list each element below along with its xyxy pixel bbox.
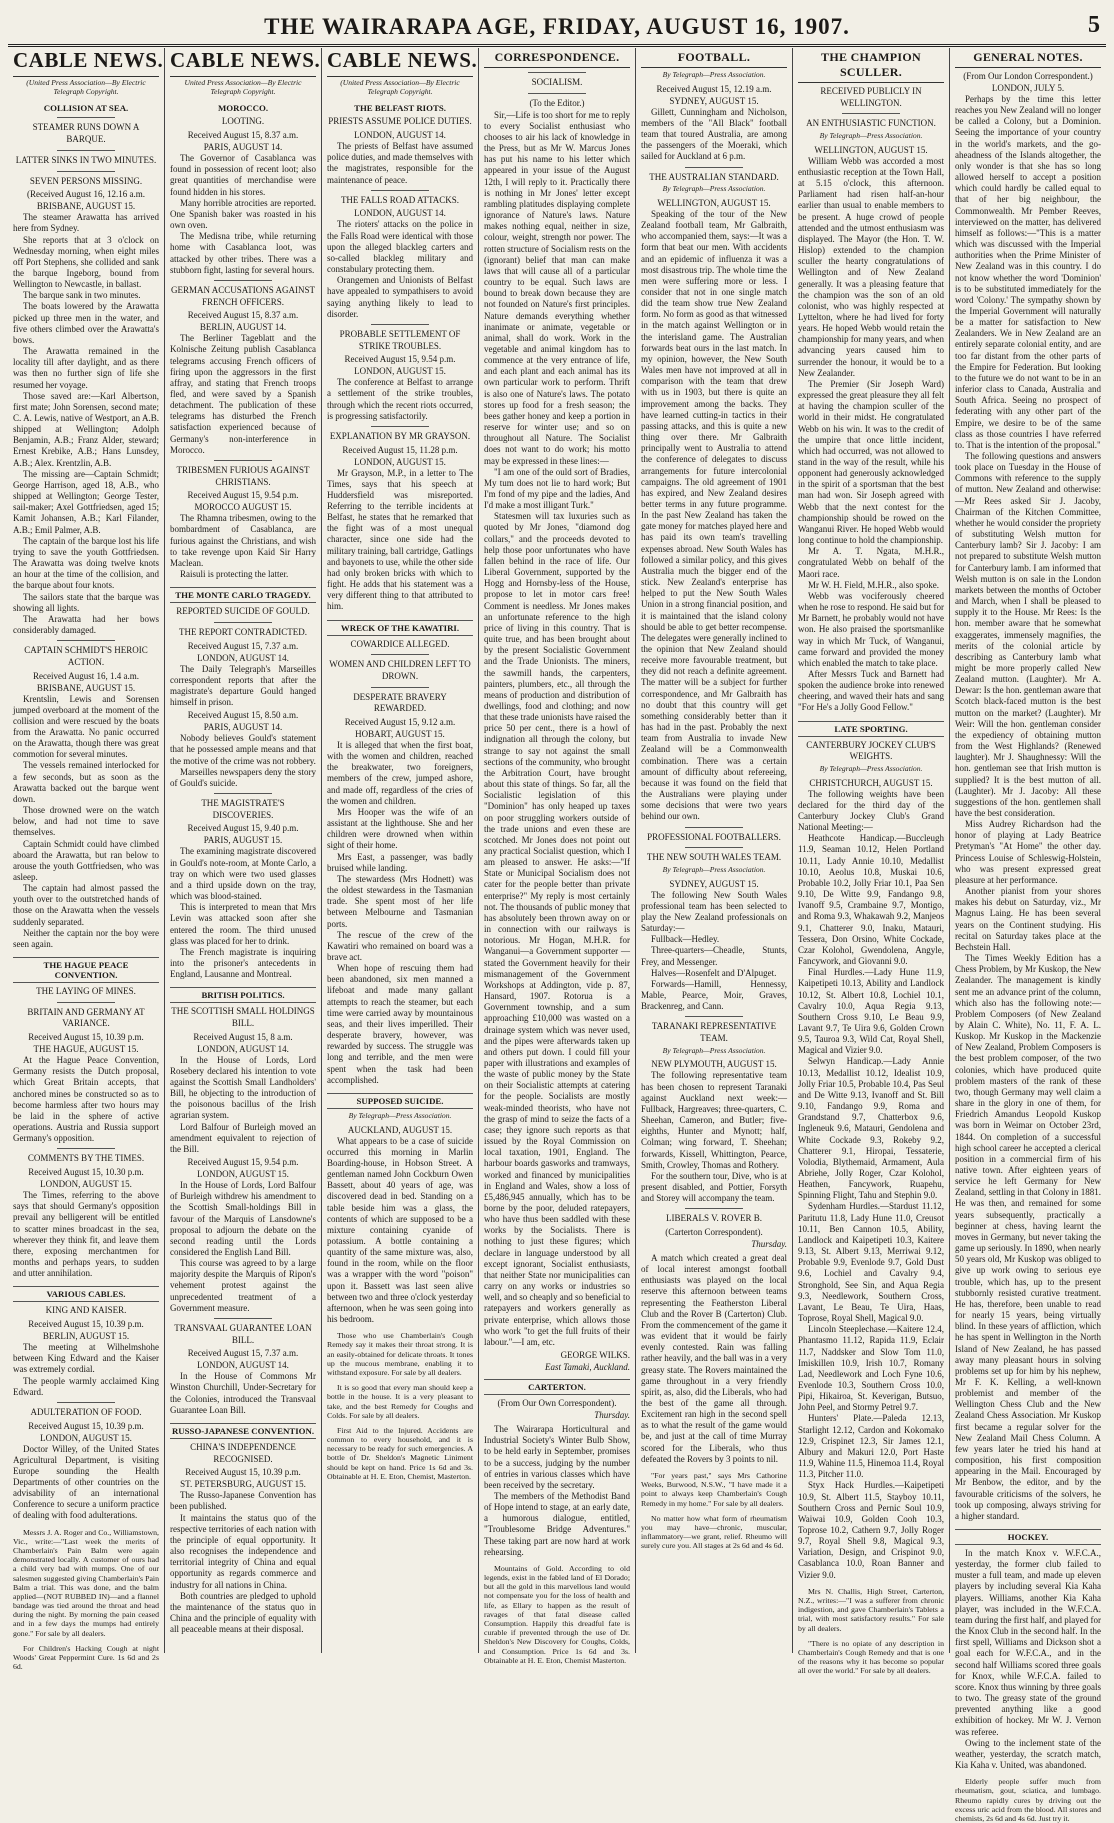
subheading: LATTER SINKS IN TWO MINUTES. (15, 154, 157, 165)
paragraph: The members of the Methodist Band of Hope intend to stage, at an early date, a humorous dialogue, entitled, "Troublesome Bridge Adventures." These taking part are now hard at work rehearsing. (484, 1490, 630, 1557)
paragraph: Lord Balfour of Burleigh moved an amendment equivalent to rejection of the Bill. (170, 1121, 316, 1154)
dateline: Received August 15, 9.54 p.m. (187, 1157, 299, 1168)
subheading: TARANAKI REPRESENTATIVE TEAM. (651, 1021, 777, 1043)
paragraph: The Wairarapa Horticultural and Industrial Society's Winter Bulb Show, to be held early in September, promises to be a success, judging by the number of entries in various classes which have been received by the secretary. (484, 1424, 630, 1490)
credit-line: (United Press Association—By Electric Telegraph Copyright. (26, 78, 146, 96)
section-headline: WRECK OF THE KAWATIRI. (327, 620, 473, 636)
section-headline: LATE SPORTING. (798, 721, 944, 737)
paragraph: Another pianist from your shores makes his debut on Saturday, viz., Mr Magnus Laing. He has been several years on the Continent studying. His recital on Saturday takes place at the Bechstein Hall. (955, 886, 1101, 952)
subheading: THE NEW SOUTH WALES TEAM. (646, 852, 782, 863)
divider (57, 150, 115, 151)
paragraph: Those saved are:—Karl Albertson, first mate; John Sorensen, second mate; C. A. Lewis, native of Westport, an A.B. shipped at Wellington; Adolph Benjamin, A.B.; Franz Alder, steward; Ernest Krebike, A.B.; Hans Lunsdey, A.B.; Alex. Krentzlin, A.B. (13, 390, 159, 468)
column-heading: CABLE NEWS. (13, 48, 159, 77)
placeline: ST. PETERSBURG, AUGUST 15. (180, 1479, 306, 1490)
paragraph: The people warmly acclaimed King Edward. (13, 1375, 159, 1397)
paragraph: The captain of the barque lost his life trying to save the youth Gottfriedsen. The Arawatta was doing twelve knots an hour at the time of the collision, and the barque about four knots. (13, 535, 159, 591)
dateline: Received August 15, 10.39 p.m. (185, 1467, 301, 1478)
paragraph: The Medisna tribe, while returning home with Casablanca loot, was attacked by other tribes. There was a stubborn fight, lasting for several hours. (170, 231, 316, 275)
paragraph: Miss Audrey Richardson had the honor of playing at Lady Beatrice Pretyman's "At Home" the other day. Princess Louise of Schleswig-Holstein, who was present expressed great pleasure at her performance. (955, 819, 1101, 885)
paragraph: The following New South Wales professional team has been selected to play the New Zealand professionals on Saturday:— (641, 889, 787, 934)
divider (57, 117, 115, 118)
paragraph: The Premier (Sir Joseph Ward) expressed the great pleasure they all felt at having the champion sculler of the world in their midst. He congratulated Webb on his win. It was to the credit of the umpire that once little incident, which had occurred, was not allowed to stand in the way of the result, while his opponent had generously acknowledged in the spirit of a sportsman that the best man had won. Sir Joseph agreed with Webb that the next contest for the championship should be rowed on the Wanganui River. He hoped Webb would long continue to hold the championship. (798, 378, 944, 546)
subheading: CANTERBURY JOCKEY CLUB'S WEIGHTS. (806, 739, 936, 762)
column-heading: THE CHAMPION SCULLER. (798, 48, 944, 83)
advertisement: Mrs N. Challis, High Street, Carterton, N.Z., writes:—"I was a sufferer from chronic indigestion, and gave Chamberlain's Tablets a trial, with most satisfactory results." For sale by all dealers. (798, 1586, 944, 1633)
dateline: Received August 15, 8 a.m. (193, 1031, 293, 1042)
column-heading: CABLE NEWS. (327, 48, 473, 77)
subheading: KING AND KAISER. (45, 1305, 127, 1316)
paragraph: The Rhamna tribesmen, owing to the bombardment of Casablanca, are furious against the Christians, and wish to take revenge upon Kaid Sir Harry Maclean. (170, 513, 316, 568)
placeline: LONDON, AUGUST 14. (354, 208, 446, 219)
dateline: Received August 16, 1.4 a.m. (33, 670, 139, 681)
paragraph: The Arawatta remained in the locality till after daylight, and as there was then no further sign of life she resumed her voyage. (13, 346, 159, 390)
placeline: SYDNEY, AUGUST 15. (669, 95, 759, 106)
placeline: THE HAGUE, AUGUST 15. (33, 1044, 139, 1055)
column-4 (479, 48, 636, 1665)
credit-line: By Telegraph—Press Association. (819, 131, 923, 141)
paragraph: The captain had almost passed the youth over to the outstretched hands of those on the Arawatta when the vessels suddenly separated. (13, 883, 159, 927)
dateline: Received August 15, 12.19 a.m. (656, 83, 772, 94)
masthead-title: THE WAIRARAPA AGE, FRIDAY, AUGUST 16, 1907. (264, 14, 850, 39)
article-headline: THE BELFAST RIOTS. (354, 103, 446, 114)
advertisement: Mountains of Gold. According to old legends, exist in the fabled land of El Dorado; but all the gold in this marvellous land would not compensate you for the loss of health and life, as Ellary to happen as the result of ravages of that fatal disease called Consumption. Happily this dreadful fate is curable if prevented through the use of Dr. Sheldon's New Discovery for Coughs, Colds, and Consumption. Price 1s 6d and 3s. Obtainable at H. E. Eton, Chemist Masterton. (484, 1563, 630, 1665)
paragraph: It is alleged that when the first boat, with the women and children, reached the breakwater, two foreigners, members of the crew, jumped ashore, and made off, regardless of the cries of the women and children. (327, 740, 473, 806)
advertisement: It is so good that every man should keep a bottle in the house. It is a very pleasant to take, and the best Remedy for Coughs and Colds. For sale by all dealers. (327, 1383, 473, 1420)
dateline: Received August 15, 8.37 a.m. (187, 310, 299, 321)
paragraph: The Berliner Tageblatt and the Kolnische Zeitung publish Casablanca telegrams accusing French officers of firing upon the aggressors in the first affray, and stating that French troops fled, and were saved by a Spanish detachment. The publication of these telegrams has disturbed the French satisfaction experienced because of Germany's non-interference in Morocco. (170, 333, 316, 455)
paragraph: Perhaps by the time this letter reaches you New Zealand will no longer be called a Colony, but a Dominion. Seeing the importance of your country in the world's markets, and the go-aheadness of the Islands altogether, the only wonder is that she has so long allowed herself to accept a position which could hardly be called equal to that of her big neighbour, the Commonwealth. Mr Pember Reeves, interviewed on the matter, has delivered himself as follows:—"This is a matter which was discussed with the Imperial authorities when the Prime Minister of New Zealand was in this country. I do not know whether the word 'Dominion' is to be substituted immediately for the word 'Colony.' The sympathy shown by the Imperial Government will naturally be a matter for satisfaction to New Zealanders. We in New Zealand are an entirely separate colonial entity, and are too far distant from the other parts of the Empire for Federation. But looking to the future we do not want to be in an inferior class to Canada, Australia and South Africa. Seeing no prospect of federating with any other part of the Empire, we desire to be of the same class as those countries I have referred to. That is the intention of the proposal." (955, 94, 1101, 450)
dateline: Received August 15, 9.12 a.m. (344, 717, 456, 727)
placeline: PARIS, AUGUST 14. (203, 722, 283, 733)
paragraph: The Russo-Japanese Convention has been published. (170, 1490, 316, 1512)
placeline: CHRISTCHURCH, AUGUST 15. (809, 777, 933, 788)
paragraph: When hope of rescuing them had been abandoned, six men manned a lifeboat and made many gallant attempts to reach the steamer, but each time were carried away by mountainous seas, and their lives imperilled. Their desperate bravery, however, was rewarded by success. The struggle was long and terrible, and the men were spent when the task had been accomplished. (327, 963, 473, 1085)
verse: "I am one of the ould sort of Bradies, My tum does not lie to hard work; But I'm fond of my pipe and the ladies, And I'd make a most illigant Turk." (484, 466, 630, 511)
subheading: SOCIALISM. (531, 77, 583, 87)
placeline: HOBART, AUGUST 15. (355, 729, 445, 739)
paragraph: In the match Knox v. W.F.C.A., yesterday, the former club failed to muster a full team, and made up eleven players by including several Kia Kaha players. Williams, another Kia Kaha player, was included in the W.F.C.A. team during the first half, and played for the Knox Club in the second half. In the first spell, Williams and Dickson shot a goal each for W.F.C.A., and in the second half Williams scored three goals for Knox, while W.F.C.A. failed to score. Knox thus winning by three goals to two. The greasy state of the ground prevented anything like a good exhibition of hockey. Mr W. J. Vernon was referee. (955, 1548, 1101, 1737)
subheading: EXPLANATION BY MR GRAYSON. (329, 430, 471, 441)
paragraph: The rescue of the crew of the Kawatiri who remained on board was a brave act. (327, 929, 473, 962)
column-heading: FOOTBALL. (641, 48, 787, 68)
subheading: AN ENTHUSIASTIC FUNCTION. (806, 118, 936, 129)
divider (214, 793, 272, 794)
paragraph: Fullback—Hedley. (651, 934, 720, 945)
paragraph: The rioters' attacks on the police in the Falls Road were identical with those upon the alleged blackleg carters and so-called blackleg military and constabulary protecting them. (327, 219, 473, 275)
paragraph: Captain Schmidt could have climbed aboard the Arawatta, but ran below to arouse the youth Gottfriedsen, who was asleep. (13, 838, 159, 882)
paragraph: The examining magistrate discovered in Gould's note-room, at Monte Carlo, a tray on which were two used glasses and a third upside down on the tray, which was blood-stained. (170, 846, 316, 902)
dateline: Received August 15, 9.40 p.m. (187, 823, 299, 834)
column-5 (636, 48, 793, 1653)
paragraph: Owing to the inclement state of the weather, yesterday, the scratch match, Kia Kaha v. United, was abandoned. (955, 1737, 1101, 1770)
placeline: LONDON, AUGUST 15. (354, 366, 446, 377)
subheading: STEAMER RUNS DOWN A BARQUE. (32, 122, 140, 145)
section-headline: VARIOUS CABLES. (13, 1286, 159, 1302)
subheading: GERMAN ACCUSATIONS AGAINST FRENCH OFFICERS. (170, 284, 316, 307)
paragraph: It maintains the status quo of the respective territories of each nation with the principle of equal opportunity. It also recognises the independence and territorial integrity of China and equal opportunity as regards commerce and industry for all nations in China. (170, 1512, 316, 1590)
placeline: SYDNEY, AUGUST 15. (669, 878, 759, 889)
subheading: CAPTAIN SCHMIDT'S HEROIC ACTION. (24, 645, 148, 667)
credit-line: United Press Association—By Electric Telegraph Copyright. (184, 78, 302, 96)
columns (8, 48, 1106, 1823)
divider (57, 171, 115, 172)
dateline: Received August 15, 9.54 p.m. (187, 490, 299, 501)
correspondent-line: (Carterton Correspondent). (665, 1226, 763, 1237)
credit-line: By Telegraph—Press Association. (662, 184, 766, 194)
divider (214, 622, 272, 623)
subheading: BRITAIN AND GERMANY AT VARIANCE. (27, 1006, 145, 1029)
column-3 (322, 48, 479, 1653)
dateline: Received August 15, 11.28 p.m. (342, 444, 458, 455)
divider (214, 460, 272, 461)
paragraph: The Governor of Casablanca was found in possession of recent loot; also great quantities of merchandise were found hidden in his stores. (170, 153, 316, 197)
divider (214, 1318, 272, 1319)
paragraph: Styx Hack Hurdles.—Kaipetipeti 10.9, St. Albert 11.5, Stayboy 10.11, Southern Cross and Pernic Soul 10.9, Waiwai 10.9, Golden Cooh 10.3, Toprose 10.2, Cathern 9.7, Jolly Roger 9.7, Royal Shell 9.8, Magical 9.3, Variation, Design, and Crispinot 9.0, Casablanca 10.0, Roan Banner and Vizier 9.0. (798, 1480, 944, 1580)
signature: GEORGE WILKS. (560, 1350, 630, 1361)
paragraph: For the southern tour, Dive, who is at present disabled, and Pottier, Forsyth and Storey will accompany the team. (641, 1170, 787, 1204)
placeline: PARIS, AUGUST 15. (203, 835, 283, 846)
page-number: 5 (1088, 12, 1100, 38)
credit-line: By Telegraph—Press Association. (348, 1110, 452, 1120)
subheading: PROBABLE SETTLEMENT OF STRIKE TROUBLES. (339, 328, 461, 351)
paragraph: After Messrs Tuck and Barnett had spoken the audience broke into renewed cheering, and waved their hats and sang "For He's a Jolly Good Fellow." (798, 668, 944, 713)
subheading: COWARDICE ALLEGED. (350, 638, 450, 649)
paragraph: Forwards—Hamill, Hennessy, Mable, Pearce, Moir, Graves, Brackenreg, and Cann. (641, 978, 787, 1012)
paragraph: The missing are—Captain Schmidt; George Harrison, aged 18, A.B., who shipped at Wellington; George Tester, sail-maker; Axel Gottfriedsen, aged 15; Kamit Johansen, A.B.; Karl Filander, A.B.; Emil Palmer, A.B. (13, 468, 159, 535)
paragraph: In the House of Lords, Lord Rosebery declared his intention to vote against the Scottish Small Landholders' Bill, he objecting to the introduction of the poisonous bacillus of the Irish agrarian system. (170, 1054, 316, 1121)
paragraph: The following questions and answers took place on Tuesday in the House of Commons with reference to the supply of mutton. New Zealand and otherwise:—Mr Rees asked Sir J. Jacoby, Chairman of the Kitchen Committee, whether he would consider the propriety of substituting Welsh mutton for Canterbury lamb? Sir J. Jacoby: I am not prepared to substitute Welsh mutton for Canterbury lamb. I am informed that Welsh mutton is on sale in the London markets between the months of October and March, when I shall be pleased to supply it to the House. Mr Rees: Is the hon. member aware that he somewhat exaggerates, immensely magnifies, the merits of the colonial article by describing as Canterbury lamb what might be more properly called New Zealand mutton. (Laughter). Mr A. Dewar: Is the hon. gentleman aware that Scotch black-faced mutton is the best mutton on the market? (Laughter). Mr Weir: Will the hon. gentleman consider the expediency of obtaining mutton from the West Highlands? (Renewed laughter). Mr J. Shaughnessy: Will the hon. gentleman see that Irish mutton is supplied? It is the best mutton of all. (Laughter). Mr J. Jacoby: All these suggestions of the hon. gentlemen shall have the best consideration. (955, 451, 1101, 818)
divider (685, 1208, 743, 1209)
paragraph: Statesmen will tax luxuries such as quoted by Mr Jones, "diamond dog collars," and the proceeds devoted to help those poor unfortunates who have fallen behind in the race of life. Our Liberal Government, supported by the Hogg and Hornsby-less of the House, propose to let in motor cars free! Comment is needless. Mr Jones makes an unfortunate reference to the high price of living in this country. That is quite true, and has been brought about by the present Socialistic Government and the Trade Unionists. The miners, the sawmill hands, the carpenters, painters, plumbers, etc., all through the means of production and distribution of dwellings, food and clothing; and now that these trade unionists have raised the price 50 per cent., there is a howl of indignation all through the colony, but strange to say not against the small sections of the community, who brought the Arbitration Court, have brought about this state of things. So far, all the Socialistic legislation of this "Dominion" has only heaped up taxes on poor struggling workers outside of the trade unions and even these are scotched. Mr Jones does not point out any practical Socialist question, which I am pleased to answer. He asks:—"If State or Municipal Socialism does not cater for the people better than private enterprise?" My reply is most certainly not. The thousands of public money that has absolutely been thrown away on or in connection with our railways is notorious. Mr Hogan, M.H.R. for Wanganui—a Government supporter —stated the Government heavily for their mismanagement of the Government Workshops at Addington, vide p. 87, Hansard, 1907. Rotorua is a Government township, and a sum approaching £10,000 was wasted on a drainage system which was never used, and the pipes were afterwards taken up and others put down. I could fill your paper with illustrations and examples of the waste of public money by the State on their Socialistic attempts at catering for the people. Socialists are mostly weak-minded theorists, who have not the grasp of mind to seize the facts of a case; they ignore such reports as that issued by the Royal Commission on local taxation, 1901, England. The harbour boards gasworks and tramways, worked and financed by municipalities in England and Wales, show a loss of £5,486,945 annually, which has to be borne by the poor, deluded ratepayers, who have thus been saddled with these works by the Socialists. There is nothing to just these figures; which declare in language understood by all except ignorant, Socialist enthusiasts, that neither State nor municipalities can carry on any works or industries so well, and so cheaply and so beneficial to ratepayers and workers generally as private enterprise, which allows those who work "to get the full fruits of their labour."—I am, etc. (484, 511, 630, 1347)
paragraph: This is interpreted to mean that Mrs Levin was attacked soon after she entered the room. The third unused glass was placed for her to drink. (170, 902, 316, 946)
advertisement: "For years past," says Mrs Cathorine Weeks, Burwood, N.S.W., "I have made it a point to always keep Chamberlain's Cough Remedy in my home." For sale by all dealers. (641, 1470, 787, 1508)
paragraph: The stewardess (Mrs Hodnett) was the oldest stewardess in the Tasmanian trade. She spent most of her life between Melbourne and Tasmanian ports. (327, 873, 473, 929)
placeline: LONDON, AUGUST 15. (197, 1169, 289, 1180)
divider (528, 72, 586, 73)
subheading: LOOTING. (221, 116, 265, 127)
credit-line: (United Press Association—By Electric Telegraph Copyright. (340, 78, 460, 96)
placeline: PARIS, AUGUST 14. (203, 142, 283, 153)
section-headline: CARTERTON. (484, 1379, 630, 1395)
paragraph: Many horrible atrocities are reported. One Spanish baker was roasted in his own oven. (170, 197, 316, 231)
day-line: Thursday. (594, 1410, 630, 1421)
section-headline: SUPPOSED SUICIDE. (327, 1093, 473, 1109)
placeline: LONDON, AUGUST 15. (40, 1432, 132, 1443)
paragraph: The Times, referring to the above says that should Germany's opposition prevail any belligerent will be entitled to scatter mines broadcast in the sea, wherever they think fit, and leave them there, exposing merchantmen for months and perhaps years, to sudden and utter annihilation. (13, 1190, 159, 1279)
paragraph: Those drowned were on the watch below, and had not time to save themselves. (13, 805, 159, 838)
divider (528, 93, 586, 94)
subheading: DESPERATE BRAVERY REWARDED. (353, 691, 447, 714)
paragraph: Mrs Hooper was the wife of an assistant at the lighthouse. She and her children were drowned when within sight of their home. (327, 806, 473, 851)
placeline: NEW PLYMOUTH, AUGUST 15. (651, 1059, 777, 1070)
advertisement: No matter how what form of rheumatism you may have—chronic, muscular, inflammatory—we grant, relief. Rheumo will surely cure you. All stages at 2s 6d and 4s 6d. (641, 1513, 787, 1551)
paragraph: The Arawatta had her bows considerably damaged. (13, 613, 159, 635)
section-headline: HOCKEY. (955, 1529, 1101, 1545)
credit-line: By Telegraph—Press Association. (819, 763, 923, 773)
paragraph: William Webb was accorded a most enthusiastic reception at the Town Hall, at 5.15 o'clock, this afternoon. Parliament had risen half-an-hour earlier than usual to enable members to be present. A huge crowd of people attended and the utmost enthusiasm was displayed. The Mayor (the Hon. T. W. Hislop) extended to the champion sculler the hearty congratulations of Wellington and of New Zealand generally. It was a pleasing feature that the champion was the son of an old colonist, who was highly respected at Lyttelton, where he had lived for forty years. He hoped Webb would retain the championship for many years, and when advancing years caused him to surrender the honour, it would be to a New Zealander. (798, 155, 944, 378)
dateline: Received August 15, 10.30 p.m. (28, 1167, 144, 1178)
advertisement: Messrs J. A. Roger and Co., Williamstown, Vic., write:—"Last week the merits of Chamberlain's Pain Balm were again demonstrated locally. A customer of ours had a child very bad with mumps. One of our salesmen suggested giving Chamberlain's Pain Balm a trial. This was done, and the balm applied—(NOT RUBBED IN)—and a flannel bandage was tied around the throat and head during the night. By morning the pain ceased and in a few days the mumps had entirely gone." For sale by all dealers. (13, 1527, 159, 1638)
paragraph: Mr A. T. Ngata, M.H.R., congratulated Webb on behalf of the Maori race. (798, 546, 944, 579)
paragraph: The following representative team has been chosen to represent Taranaki against Auckland next week:—Fullback, Hargreaves; three-quarters, C. Sheehan, Cameron, and Butler; five-eighths, Hunter and Mynott; half, Colman; wing forward, T. Sheehan; forwards, Kissell, Whittington, Pearce, Smith, Crowley, Thomas and Rothery. (641, 1070, 787, 1170)
paragraph: Heathcote Handicap.—Buccleugh 11.9, Seaman 10.12, Helen Portland 10.11, Lady Annie 10.10, Medallist 10.10, Aeolus 10.8, Muskai 10.6, Probable 10.2, Jolly Friar 10.1, Paa Sen 9.10, De Witte 9.9, Fandango 9.8, Ivanoff 9.5, Crambaine 9.7, Montigo, and Roma 9.3, Whakawah 9.2, Manjeos 9.1, Chatterer 9.0, Inaku, Matauri, Tessera, Don Orsino, White Cockade, Czar Kolohol, Gwendolena, Angyle, Fancywork, and Giovanni 9.0. (798, 833, 944, 967)
paragraph: Lincoln Steeplechase.—Kaitere 12.4, Phantasmo 11.12, Rapida 11.9, Eclair 11.7, Naddsker and Slow Tom 11.0, Imiskillen 10.9, Irish 10.7, Romany Lad, Needlework and Loch Fyne 10.6, Evenlode 10.3, Southern Cross 10.0, Pipi, Hikairoa, St. Keverigan, Butsuo, John Peel, and Stormy Petrel 9.7. (798, 1324, 944, 1413)
column-heading: GENERAL NOTES. (955, 48, 1101, 68)
dateline: Received August 15, 10.39 p.m. (28, 1319, 144, 1330)
paragraph: The vessels remained interlocked for a few seconds, but as soon as the Arawatta backed out the barque went down. (13, 760, 159, 804)
dateline: (Received August 16, 12.16 a.m. (27, 189, 145, 200)
credit-line: By Telegraph—Press Association. (662, 864, 766, 874)
placeline: MOROCCO AUGUST 15. (194, 502, 292, 513)
paragraph: Krentslin, Lewis and Sorensen jumped overboard at the moment of the collision and were rescued by the boats from the Arawatta. No panic occurred on the Arawatta, though there was great commotion for several minutes. (13, 693, 159, 760)
paragraph: The barque sank in two minutes. (23, 290, 141, 301)
signature-place: East Tamaki, Auckland. (545, 1362, 630, 1373)
article-headline: MOROCCO. (217, 103, 269, 114)
dateline: Received August 15, 9.54 p.m. (344, 354, 456, 365)
paragraph: Mr W. H. Field, M.H.R., also spoke. (808, 579, 940, 590)
correspondent-line: (From Our Own Correspondent). (497, 1398, 617, 1409)
placeline: LONDON, AUGUST 14. (354, 130, 446, 141)
divider (57, 1002, 115, 1003)
divider (57, 640, 115, 641)
placeline: LONDON, JULY 5. (991, 83, 1065, 93)
advertisement: Those who use Chamberlain's Cough Remedy say it makes their throat strong. It is an easily-obtained for delicate throats. It tones up the mucous membrane, enabling it to withstand exposure. For sale by all dealers. (327, 1331, 473, 1377)
paragraph: Mrs East, a passenger, was badly bruised while landing. (327, 851, 473, 873)
advertisement: Elderly people suffer much from rheumatism, gout, sciatica, and lumbago. Rheumo rapidly cures by driving out the excess uric acid from the blood. All stores and chemists, 2s 6d and 4s 6d. Just try it. (955, 1777, 1101, 1823)
subheading: COMMENTS BY THE TIMES. (27, 1153, 145, 1164)
dateline: Received August 15, 10.39 p.m. (28, 1032, 144, 1043)
day-line: Thursday. (751, 1238, 787, 1249)
paragraph: Raisuli is protecting the latter. (180, 569, 289, 580)
dateline: Received August 15, 7.37 a.m. (187, 1348, 299, 1359)
correspondent-line: (From Our London Correspondent.) (963, 71, 1093, 81)
placeline: LONDON, AUGUST 14. (197, 1043, 289, 1054)
paragraph: Speaking of the tour of the New Zealand football team, Mr Galbraith, who accompanied them, says:—It was a form that beat our men. With accidents and an epidemic of influenza it was a most disastrous trip. The whole time the men were suffering more or less. I consider that not in one single match did the team show true New Zealand form. No form as good as that witnessed in the match against Wellington or in the interisland game. The Australian forwards beat ours in the last match. In my opinion, however, the New South Wales men have not improved at all in comparison with the team that drew with us in 1903, but there is quite an improvement among the backs. They have learned cutting-in tactics in their passing attacks, and this is quite a new thing over there. Mr Galbraith principally went to Australia to attend the conference of delegates to discuss arrangements for future intercolonial campaigns. The old agreement of 1901 has expired, and New Zealand desires better terms in any future programme. In the past New Zealand has taken the gate money for matches played here and has paid its own team's travelling expenses abroad. New South Wales has followed a similar policy, and this gives Australia much the bigger end of the stick. New Zealand's enterprise has helped to put the New South Wales Union in a strong financial position, and it is maintained that the island colony should be able to get better recompense. The delegates were generally inclined to the opinion that New Zealand should receive more favourable treatment, but they did not reach a definite agreement. The matter will be a subject for further correspondence, and Mr Galbraith has no doubt that this country will get something considerably better than it has had in the past. Probably the next team from Australia to invade New Zealand will be a Commonwealth combination. There was a certain amount of difficulty about refereeing, because it was found on the field that the Australians were playing under some decisions that were two years behind our own. (641, 208, 787, 822)
placeline: AUCKLAND, AUGUST 15. (347, 1124, 453, 1135)
divider (371, 687, 429, 688)
subheading: THE MAGISTRATE'S DISCOVERIES. (201, 798, 285, 820)
subheading: WOMEN AND CHILDREN LEFT TO DROWN. (329, 659, 471, 681)
masthead (8, 10, 1106, 47)
dateline: Received August 15, 8.50 a.m. (187, 710, 299, 721)
placeline: BRISBANE, AUGUST 15. (36, 682, 136, 693)
paragraph: In the House of Lords, Lord Balfour of Burleigh withdrew his amendment to the Scottish Small-holdings Bill in favour of the Marquis of Lansdowne's proposal to adjourn the debate on the second reading until the Lords considered the English Land Bill. (170, 1180, 316, 1257)
divider (685, 827, 743, 828)
article-headline: COLLISION AT SEA. (43, 103, 129, 114)
placeline: LONDON, AUGUST 14. (197, 1360, 289, 1371)
subheading: PROFESSIONAL FOOTBALLERS. (647, 831, 781, 842)
section-headline: THE MONTE CARLO TRAGEDY. (170, 587, 316, 603)
subheading: THE REPORT CONTRADICTED. (178, 626, 308, 637)
divider (57, 1148, 115, 1149)
divider (57, 1402, 115, 1403)
placeline: LONDON, AUGUST 15. (40, 1179, 132, 1190)
paragraph: The French magistrate is inquiring into the prisoner's antecedents in England, Lausanne and Montreal. (170, 946, 316, 980)
paragraph: Orangemen and Unionists of Belfast have appealed to sympathisers to avoid saying anything likely to lead to disorder. (327, 275, 473, 319)
divider (371, 654, 429, 655)
column-1 (8, 48, 165, 1672)
divider (685, 1016, 743, 1017)
subheading: RECEIVED PUBLICLY IN WELLINGTON. (820, 86, 922, 108)
subheading: LIBERALS V. ROVER B. (666, 1213, 762, 1224)
divider (371, 426, 429, 427)
paragraph: The steamer Arawatta has arrived here from Sydney. (13, 212, 159, 234)
credit-line: By Telegraph—Press Association. (662, 70, 766, 79)
advertisement: "There is no opiate of any description in Chamberlain's Cough Remedy and that is one of the reasons why it has become so popular all over the world." For sale by all dealers. (798, 1638, 944, 1676)
subheading: ADULTERATION OF FOOD. (30, 1406, 142, 1417)
placeline: BERLIN, AUGUST 14. (199, 322, 287, 333)
paragraph: The priests of Belfast have assumed police duties, and made themselves with the magistrates, responsible for the maintenance of peace. (327, 141, 473, 185)
paragraph: The meeting at Wilhelmshohe between King Edward and the Kaiser was extremely cordial. (13, 1342, 159, 1375)
paragraph: She reports that at 3 o'clock on Wednesday morning, when eight miles off Port Stephens, she collided and sank the barque Ingeborg, bound from Wellington to Newcastle, in ballast. (13, 234, 159, 290)
paragraph: This course was agreed to by a large majority despite the Marquis of Ripon's vehement protest against the unprecedented treatment of a Government measure. (170, 1258, 316, 1313)
paragraph: A match which created a great deal of local interest amongst football enthusiasts was played on the local reserve this afternoon between teams representing the Featherston Liberal Club and the Rover B (Carterton) Club. From the commencement of the game it was evident that it would be fairly evenly contested. Rain was falling rather heavily, and the ball was in a very greasy state. The Rovers maintained the game throughout in a very friendly spirit, as, also, did the Liberals, who had the best of the game all through. Excitement ran high in the second spell as to what the result of the game would be, and just at the call of time Murray scored for the Liberals, who thus defeated the Rovers by 3 points to nil. (641, 1252, 787, 1464)
paragraph: Doctor Willey, of the United States Agricultural Department, is visiting Europe sounding the Health Departments of other countries on the advisability of an international Conference to secure a uniform practice of dealing with food adulterations. (13, 1443, 159, 1521)
paragraph: The following weights have been declared for the third day of the Canterbury Jockey Club's Grand National Meeting:— (798, 788, 944, 833)
subheading: SEVEN PERSONS MISSING. (29, 175, 143, 186)
divider (685, 847, 743, 848)
advertisement: First Aid to the Injured. Accidents are common to every household, and it is necessary to be ready for such emergencies. A bottle of Dr. Sheldon's Magnetic Liniment should be kept on hand. Price 1s 6d and 3s. Obtainable at H. E. Eton, Chemist, Masterton. (327, 1425, 473, 1481)
column-6 (793, 48, 950, 1676)
paragraph: The Daily Telegraph's Marseilles correspondent reports that after the magistrate's departure Gould hanged himself in prison. (170, 663, 316, 708)
paragraph: Marseilles newspapers deny the story of Gould's suicide. (170, 766, 316, 788)
dateline: Received August 15, 8.37 a.m. (187, 130, 299, 141)
paragraph: Gillett, Cunningham and Nicholson, members of the "All Black" football team that toured Australia, are among the passengers of the Moeraki, which sailed for Auckland at 6 p.m. (641, 106, 787, 162)
paragraph: Mr Grayson, M.P., in a letter to The Times, says that his speech at Huddersfield was misreported. Referring to the terrible incidents at Belfast, he states that he remarked that the fight was of a most unequal character, since one side had the military training, ball cartridge, Gatlings and bayonets to use, while the other side had only broken bricks with which to fight. He adds that his statement was a very different thing to that attributed to him. (327, 467, 473, 612)
paragraph: Webb was vociferously cheered when he rose to respond. He said but for Mr Barnett, he probably would not have won. He also praised the sportsmanlike way in which Mr Tuck, of Wanganui, came forward and provided the money which enabled the match to take place. (798, 590, 944, 668)
placeline: LONDON, AUGUST 15. (354, 456, 446, 467)
paragraph: Halves—Rosenfelt and D'Alpuget. (651, 967, 777, 978)
paragraph: The conference at Belfast to arrange a settlement of the strike troubles, through which the recent riots occurred, is progressing satisfactorily. (327, 377, 473, 421)
subheading: TRIBESMEN FURIOUS AGAINST CHRISTIANS. (176, 464, 310, 487)
to-the-editor: (To the Editor.) (529, 97, 585, 108)
paragraph: What appears to be a case of suicide occurred this morning in Marlin Boarding-house, in Hobson Street. A gentleman named John Cockburn Owen Bassett, about 40 years of age, was discovered dead in bed. Standing on a table beside him was a glass, the contents of which are supposed to be a mixture containing cyanide of potassium. A bottle containing a quantity of the same mixture was, also, found in the room, while on the floor was a wrapper with the word "poison" upon it. Bassett was last seen alive between two and three o'clock yesterday afternoon, when he was seen going into his bedroom. (327, 1135, 473, 1325)
divider (371, 324, 429, 325)
placeline: BERLIN, AUGUST 15. (42, 1331, 130, 1342)
subheading: CHINA'S INDEPENDENCE RECOGNISED. (190, 1441, 296, 1464)
placeline: WELLINGTON, AUGUST 15. (814, 144, 928, 155)
paragraph: The boats lowered by the Arawatta picked up three men in the water, and five others climbed over the Arawatta's bows. (13, 301, 159, 345)
paragraph: Sydenham Hurdles.—Stardust 11.12, Paritutu 11.8, Lady Hune 11.0, Creusot 10.11, Ben Cannon 10.5, Ability, Landlock and Kaipetipeti 10.3, Kaitere 9.13, St. Albert 9.13, Merriwai 9.12, Probable 9.9, Evenlode 9.7, Gold Dust 9.6, Lochiel and Cavalry 9.4, Stronghold, See Sin, and Aqua Regia 9.3, Needlework, Southern Cross, Lavant, Le Beau, Te Uira, Haas, Toprose, Royal Shell, Magical 9.0. (798, 1201, 944, 1324)
paragraph: In the House of Commons Mr Winston Churchill, Under-Secretary for the Colonies, introduced the Transvaal Guarantee Loan Bill. (170, 1371, 316, 1415)
paragraph: Three-quarters—Cheadle, Stunts, Frey, and Messenger. (641, 945, 787, 967)
dateline: Received August 15, 7.37 a.m. (187, 640, 299, 651)
section-headline: RUSSO-JAPANESE CONVENTION. (170, 1423, 316, 1439)
subheading: THE SCOTTISH SMALL HOLDINGS BILL. (171, 1006, 315, 1028)
credit-line: By Telegraph—Press Association. (662, 1045, 766, 1055)
placeline: WELLINGTON, AUGUST 15. (657, 197, 771, 208)
column-2 (165, 48, 322, 1653)
section-headline: BRITISH POLITICS. (170, 987, 316, 1003)
paragraph: Both countries are pledged to uphold the maintenance of the status quo in China and the principle of equality with all peaceable means at their disposal. (170, 1590, 316, 1635)
advertisement: For Children's Hacking Cough at night Woods' Great Peppermint Cure. 1s 6d and 2s 6d. (13, 1643, 159, 1672)
dateline: Received August 15, 10.39 p.m. (28, 1420, 144, 1431)
paragraph: Nobody believes Gould's statement that he possessed ample means and that the motive of the crime was not robbery. (170, 733, 316, 766)
paragraph: Hunters' Plate.—Paleda 12.13, Starlight 12.12, Cardon and Kokomako 12.9, Crispinet 12.3, Sir James 12.1, Albury and Makuri 12.0, Port Haste 11.9, Wahine 11.5, Hinemoa 11.4, Royal 11.3, Pitcher 11.0. (798, 1413, 944, 1480)
divider (371, 190, 429, 191)
paragraph: The Times Weekly Edition has a Chess Problem, by Mr Kuskop, the New Zealander. The management is kindly sent me an advance print of the column, which also has the following note:—Problem Composers (of New Zealand by Alain C. White), No. 11, F. A. L. Kuskop. Mr Kuskop in the Mackenzie of New Zealand, Problem Composers is the best problem composer, of the two colonies, which have produced quite problem masters of the rank of these two, though Germany may well claim a share in the glory in one of them, for Friedrich Amandus Leopold Kuskop was born in Weimar on October 23rd, 1844. On completion of a successful high school career he accepted a clerical position in a commercial firm of his native town. After eighteen years of service he left Germany for New Zealand, settling in that Colony in 1881. He was then, and remained for some years subsequently, practically a beginner at chess, having learnt the moves in Germany, but never taking the game up seriously. In 1890, when nearly 50 years old, Mr Kuskop was obliged to give up work owing to serious eye trouble, which has, up to the present stubbornly resisted curative treatment. He has, therefore, been unable to read for nearly 15 years, being virtually blind. In these years of affliction, which he has spent in Wellington in the North Island of New Zealand, he has passed away many pleasant hours in solving problems set up for him by his nephew, Mr F. K. Kelling, a well-known problemist and member of the Wellington Chess Club and the New Zealand Chess Association. Mr Kuskop first became a regular solver for the New Zealand Mail Chess Column. A few years later he tried his hand at composition, his first composition appearing in the Mail. Encouraged by Mr Benbow, the editor, and by the favourable criticisms of the solvers, he took up composing, always striving for a higher standard. (955, 953, 1101, 1521)
divider (685, 167, 743, 168)
subheading: THE LAYING OF MINES. (36, 986, 136, 997)
subheading: REPORTED SUICIDE OF GOULD. (176, 606, 310, 617)
paragraph: The sailors state that the barque was showing all lights. (13, 591, 159, 613)
subheading: TRANSVAAL GUARANTEE LOAN BILL. (174, 1322, 312, 1345)
divider (842, 113, 900, 114)
divider (214, 280, 272, 281)
subheading: THE FALLS ROAD ATTACKS. (340, 194, 460, 205)
column-heading: CABLE NEWS. (170, 48, 316, 77)
paragraph: Sir,—Life is too short for me to reply to every Socialist enthusiast who chooses to air his lack of knowledge in the Press, but as Mr W. Marcus Jones has put his name to his letter which appeared in your issue of the August 12th, I will reply to it. Practically there is nothing in Mr Jones' letter except rambling platitudes displaying complete ignorance of Nature's laws. Nature makes nothing equal, neither in size, colour, weight, strength nor power. The rotten structure of Socialism rests on the (ignorant) belief that man can make laws that will cause all of a particular country to be equal. Such laws are bound to break down because they are not founded on Nature's first principles. Nature demands everything whether inanimate or animate, vegetable or animal, shall do work. Work in the vegetable and animal kingdom has to commence at the very entrance of life, and each plant and each animal has its own particular work to perform. Thrift is also one of Nature's laws. The potato stores up food for a fresh season; the bees gather honey and keep a portion in reserve for winter use; and so on throughout all Nature. The Socialist does not want to do work; his motto may be expressed in these lines:— (484, 109, 630, 466)
column-heading: CORRESPONDENCE. (484, 48, 630, 68)
paragraph: Neither the captain nor the boy were seen again. (13, 927, 159, 949)
paragraph: At the Hague Peace Convention, Germany resists the Dutch proposal, which Great Britain accepts, that anchored mines be constructed so as to become harmless after two hours may be laid in the sphere of active operations. Austria and Russia support Germany's opposition. (13, 1055, 159, 1144)
column-7 (950, 48, 1106, 1823)
paragraph: Final Hurdles.—Lady Hune 11.9, Kaipetipeti 10.13, Ability and Landlock 10.12, St. Albert 10.8, Lochiel 10.1, Cavalry 10.0, Aqua Regia 9.13, Southern Cross 9.10, Le Beau 9.9, Lavant 9.7, Te Uira 9.6, Golden Crown 9.5, Tauroa 9.3, Wild Cat, Royal Shell, Magical and Vizier 9.0. (798, 967, 944, 1056)
paragraph: Selwyn Handicap.—Lady Annie 10.13, Medallist 10.12, Idealist 10.9, Jolly Friar 10.5, Probable 10.4, Pas Seul and De Witte 9.13, Ivanoff and St. Bill 9.10, Fandango 9.9, Roma and Grandstand 9.7, Chatterbox 9.6, Ingleneuk 9.6, Matauri, Gendolena and White Cockade 9.3, Rokeby 9.2, Chatterer 9.1, Hiropai, Tessaterie, Volodia, Blythemaid, Armament, Aula Abriehe, Jolly Roger, Czar Kolohol, Heathen, Fancywork, Ruapehu, Spinning Flight, Tahu and Stephin 9.0. (798, 1056, 944, 1201)
placeline: BRISBANE, AUGUST 15. (36, 201, 136, 212)
subheading: THE AUSTRALIAN STANDARD. (649, 171, 779, 182)
placeline: LONDON, AUGUST 14. (197, 652, 289, 663)
subheading: PRIESTS ASSUME POLICE DUTIES. (328, 116, 472, 127)
section-headline: THE HAGUE PEACE CONVENTION. (13, 957, 159, 983)
